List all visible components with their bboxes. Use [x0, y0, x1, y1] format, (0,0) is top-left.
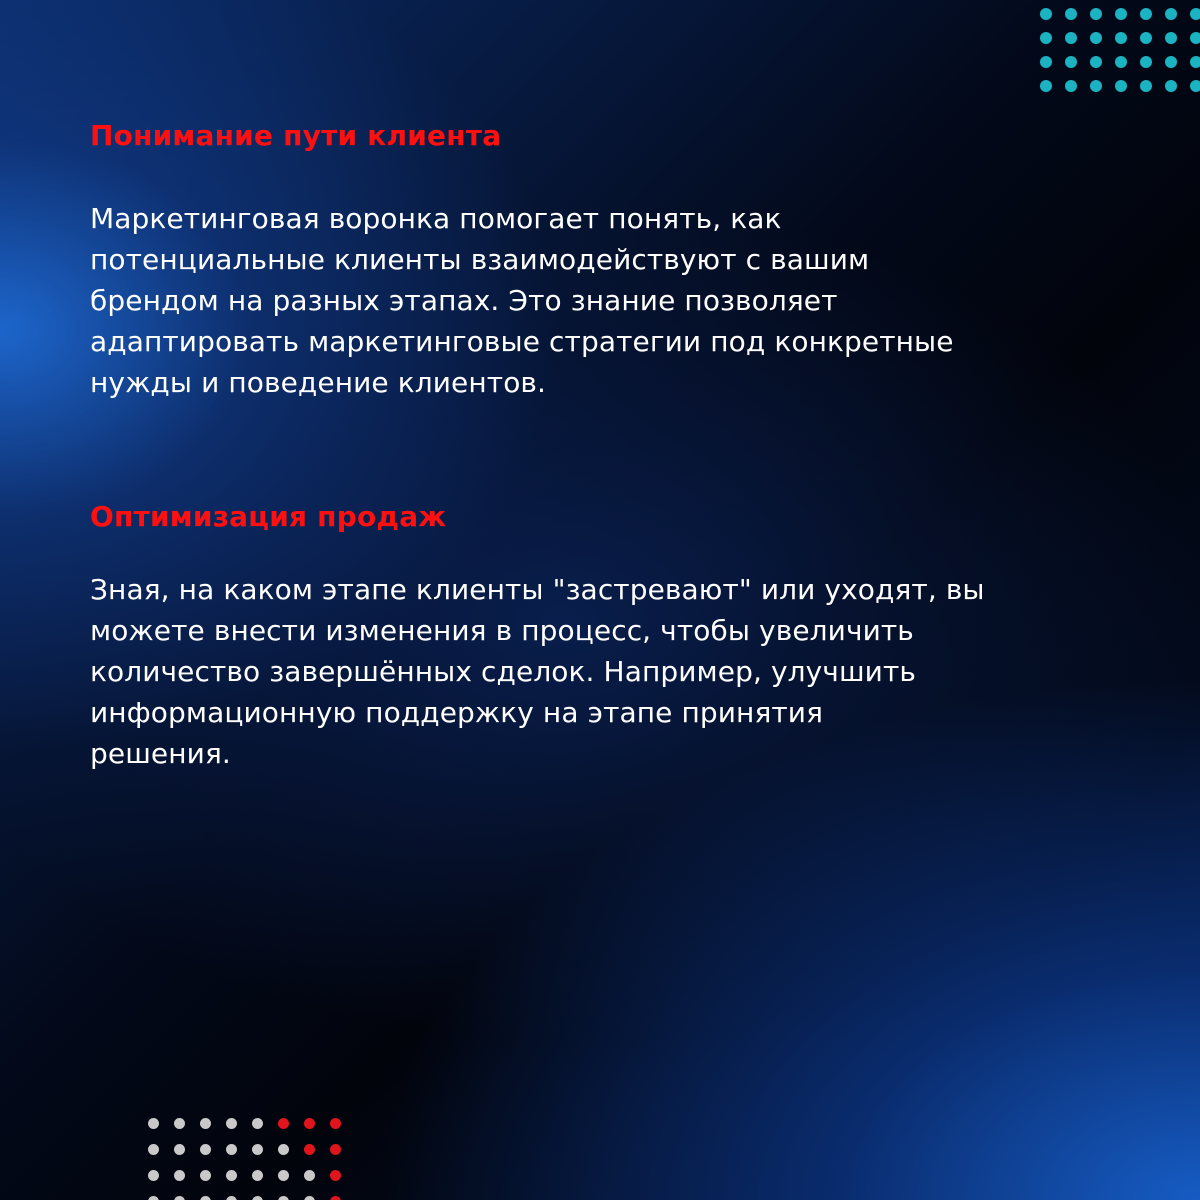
text-line: брендом на разных этапах. Это знание позволяет	[90, 284, 838, 317]
dot	[252, 1144, 263, 1155]
dot	[330, 1118, 341, 1129]
dot	[1140, 56, 1152, 68]
dot	[278, 1196, 289, 1200]
dot	[1140, 32, 1152, 44]
section-heading-customer-journey: Понимание пути клиента	[90, 119, 502, 152]
text-line: решения.	[90, 737, 231, 770]
dot	[1165, 80, 1177, 92]
main-content	[90, 110, 1130, 774]
dot	[1115, 32, 1127, 44]
dot	[1040, 8, 1052, 20]
text-line: Зная, на каком этапе клиенты "застревают" или уходят, вы	[90, 573, 985, 606]
text-line: информационную поддержку на этапе принятия	[90, 696, 824, 729]
dot	[200, 1196, 211, 1200]
dot	[174, 1196, 185, 1200]
dot	[200, 1144, 211, 1155]
dot	[226, 1170, 237, 1181]
text-line: потенциальные клиенты взаимодействуют с вашим	[90, 243, 870, 276]
dot	[1090, 8, 1102, 20]
dot	[1065, 80, 1077, 92]
dot	[174, 1144, 185, 1155]
dot	[1115, 56, 1127, 68]
text-line: количество завершённых сделок. Например, улучшить	[90, 655, 916, 688]
dot	[1165, 56, 1177, 68]
dot	[278, 1118, 289, 1129]
dot	[304, 1196, 315, 1200]
dot	[252, 1118, 263, 1129]
dot	[330, 1144, 341, 1155]
section-heading-sales-optimization: Оптимизация продаж	[90, 500, 447, 533]
dot	[148, 1118, 159, 1129]
dot	[148, 1196, 159, 1200]
dot	[174, 1170, 185, 1181]
text-line: Маркетинговая воронка помогает понять, как	[90, 202, 782, 235]
dot	[1140, 8, 1152, 20]
dot	[200, 1118, 211, 1129]
dot	[1140, 80, 1152, 92]
dot	[304, 1118, 315, 1129]
section-text-sales-optimization	[90, 569, 1130, 774]
dot	[226, 1144, 237, 1155]
dot	[1040, 56, 1052, 68]
text-line: можете внести изменения в процесс, чтобы увеличить	[90, 614, 914, 647]
dot	[1065, 8, 1077, 20]
dot	[226, 1118, 237, 1129]
grey-red-dot-pattern	[148, 1118, 341, 1200]
dot	[1090, 32, 1102, 44]
dot	[1040, 32, 1052, 44]
dot	[330, 1196, 341, 1200]
dot	[1190, 56, 1200, 68]
text-line: нужды и поведение клиентов.	[90, 366, 547, 399]
dot	[148, 1170, 159, 1181]
section-text-customer-journey	[90, 198, 1130, 403]
dot	[1165, 32, 1177, 44]
dot	[278, 1170, 289, 1181]
dot	[252, 1170, 263, 1181]
dot	[304, 1144, 315, 1155]
dot	[1090, 56, 1102, 68]
dot	[1190, 32, 1200, 44]
dot	[148, 1144, 159, 1155]
dot	[226, 1196, 237, 1200]
dot	[1065, 32, 1077, 44]
dot	[1115, 80, 1127, 92]
teal-dot-pattern	[1040, 8, 1200, 92]
dot	[1190, 80, 1200, 92]
dot	[252, 1196, 263, 1200]
dot	[278, 1144, 289, 1155]
dot	[174, 1118, 185, 1129]
dot	[1190, 8, 1200, 20]
dot	[1115, 8, 1127, 20]
dot	[1040, 80, 1052, 92]
dot	[1090, 80, 1102, 92]
dot	[1065, 56, 1077, 68]
dot	[200, 1170, 211, 1181]
dot	[304, 1170, 315, 1181]
text-line: адаптировать маркетинговые стратегии под конкретные	[90, 325, 954, 358]
dot	[1165, 8, 1177, 20]
dot	[330, 1170, 341, 1181]
